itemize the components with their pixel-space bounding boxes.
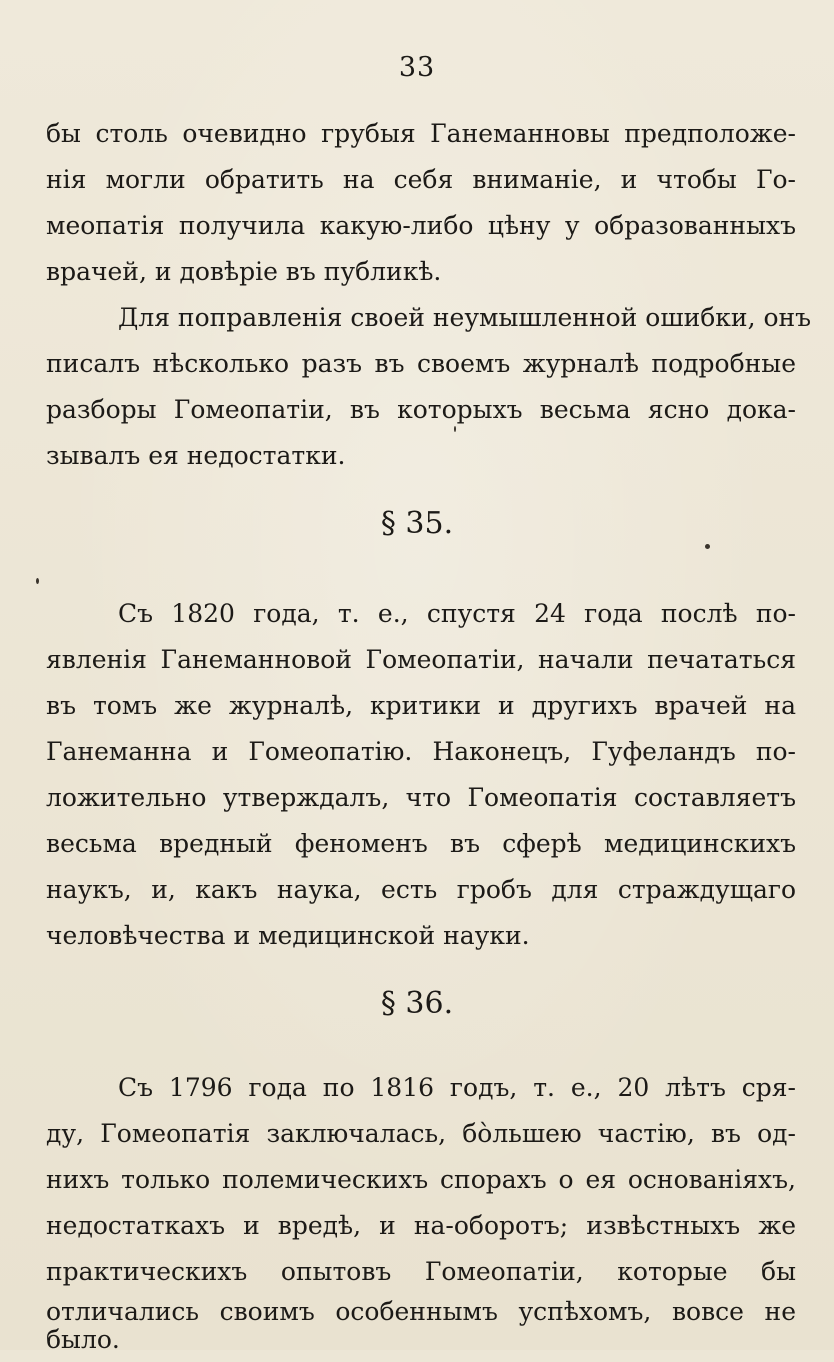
text-line: ложительно утверждалъ, что Гомеопатія составляетъ: [46, 783, 796, 812]
text-line: нія могли обратить на себя вниманіе, и чтобы Го-: [46, 165, 796, 194]
text-line: нихъ только полемическихъ спорахъ о ея основаніяхъ,: [46, 1165, 796, 1194]
text-line: зывалъ ея недостатки.: [46, 441, 346, 470]
text-line: Для поправленія своей неумышленной ошибки, онъ: [118, 303, 812, 332]
text-line: Съ 1820 года, т. е., спустя 24 года послѣ по-: [118, 599, 796, 628]
text-line: въ томъ же журналѣ, критики и другихъ врачей на: [46, 691, 796, 720]
page-number: 33: [398, 52, 436, 83]
print-speck: [36, 578, 39, 584]
text-line: недостаткахъ и вредѣ, и на-оборотъ; извѣстныхъ же: [46, 1211, 796, 1240]
text-line: писалъ нѣсколько разъ въ своемъ журналѣ подробные: [46, 349, 796, 378]
section-heading: § 35.: [380, 506, 454, 541]
text-line: врачей, и довѣріе въ публикѣ.: [46, 257, 442, 286]
text-line: наукъ, и, какъ наука, есть гробъ для страждущаго: [46, 875, 796, 904]
text-line: человѣчества и медицинской науки.: [46, 921, 530, 950]
print-speck: [454, 426, 456, 432]
text-line: ду, Гомеопатія заключалась, бо̀льшею частію, въ од-: [46, 1119, 796, 1148]
text-line: Ганеманна и Гомеопатію. Наконецъ, Гуфеландъ по-: [46, 737, 796, 766]
text-line: весьма вредный феноменъ въ сферѣ медицинскихъ: [46, 829, 796, 858]
print-speck: [705, 544, 710, 549]
text-line: было.: [46, 1325, 120, 1354]
text-line: Съ 1796 года по 1816 годъ, т. е., 20 лѣтъ сря-: [118, 1073, 796, 1102]
text-line: бы столь очевидно грубыя Ганеманновы предположе-: [46, 119, 796, 148]
text-line: практическихъ опытовъ Гомеопатіи, которые бы: [46, 1257, 796, 1286]
text-line: явленія Ганеманновой Гомеопатіи, начали печататься: [46, 645, 796, 674]
text-line: разборы Гомеопатіи, въ которыхъ весьма ясно дока-: [46, 395, 796, 424]
text-line: меопатія получила какую-либо цѣну у образованныхъ: [46, 211, 796, 240]
text-line: отличались своимъ особеннымъ успѣхомъ, вовсе не: [46, 1297, 796, 1326]
section-heading: § 36.: [380, 986, 454, 1021]
